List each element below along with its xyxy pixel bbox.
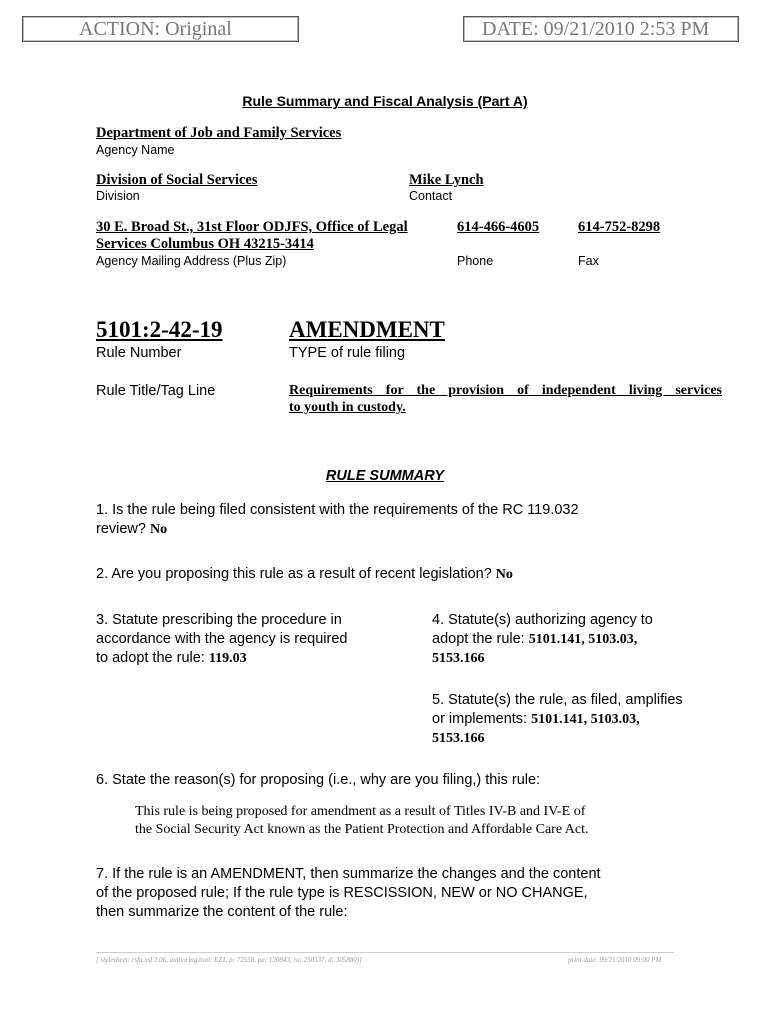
division-label: Division	[96, 189, 140, 203]
footer-rule	[96, 952, 674, 953]
question-4-line2: adopt the rule:	[432, 631, 525, 647]
action-box	[22, 16, 299, 42]
contact-value: Mike Lynch	[409, 172, 484, 188]
question-2-text: 2. Are you proposing this rule as a result of recent legislation?	[96, 566, 492, 582]
address-line2: Services Columbus OH 43215-3414	[96, 236, 314, 252]
question-5-answer-1: 5101.141, 5103.03,	[531, 712, 640, 727]
rule-title-line1: Requirements for the provision of independent living services	[289, 383, 722, 398]
rule-title-label: Rule Title/Tag Line	[96, 383, 216, 399]
rule-number-value: 5101:2-42-19	[96, 317, 223, 342]
agency-name-value: Department of Job and Family Services	[96, 125, 342, 141]
question-1-line2: review?	[96, 521, 146, 537]
fax-label: Fax	[578, 254, 599, 268]
question-4-answer-2: 5153.166	[432, 651, 485, 666]
question-1-line1: 1. Is the rule being filed consistent with the requirements of the RC 119.032	[96, 502, 579, 518]
agency-name-label: Agency Name	[96, 143, 175, 157]
question-4-line1: 4. Statute(s) authorizing agency to	[432, 612, 653, 628]
rule-number-label: Rule Number	[96, 345, 182, 361]
question-7-line1: 7. If the rule is an AMENDMENT, then summarize the changes and the content	[96, 866, 601, 882]
question-2	[96, 565, 696, 584]
footer-stylesheet-info: [ stylesheet: rsfa.xsl 2.06, authoring tool: EZ1, p: 72558, pa: 120843, ra: 250537, d: 305880)]	[96, 956, 362, 964]
question-5	[432, 691, 732, 748]
fax-value: 614-752-8298	[578, 219, 661, 235]
footer-print-date: print date: 09/21/2010 09:00 PM	[568, 956, 662, 964]
address-label: Agency Mailing Address (Plus Zip)	[96, 254, 287, 268]
question-5-answer-2: 5153.166	[432, 731, 485, 746]
question-4	[432, 611, 732, 668]
question-2-answer: No	[495, 567, 513, 582]
question-6-answer	[135, 803, 588, 839]
question-7-line3: then summarize the content of the rule:	[96, 904, 348, 920]
division-value: Division of Social Services	[96, 172, 258, 188]
question-7-line2: of the proposed rule; If the rule type is RESCISSION, NEW or NO CHANGE,	[96, 885, 588, 901]
phone-label: Phone	[457, 254, 494, 268]
date-box	[463, 16, 739, 42]
address-line1: 30 E. Broad St., 31st Floor ODJFS, Office of Legal	[96, 219, 408, 235]
question-6-answer-line1: This rule is being proposed for amendment as a result of Titles IV-B and IV-E of	[135, 804, 586, 819]
phone-value: 614-466-4605	[457, 219, 540, 235]
date-text: DATE: 09/21/2010 2:53 PM	[482, 18, 710, 40]
question-1-answer: No	[150, 522, 168, 537]
question-3-line2: accordance with the agency is required	[96, 631, 348, 647]
question-3	[96, 611, 396, 668]
question-6-answer-line2: the Social Security Act known as the Patient Protection and Affordable Care Act.	[135, 822, 589, 837]
question-3-line3: to adopt the rule:	[96, 650, 205, 666]
contact-label: Contact	[409, 189, 453, 203]
filing-type-value: AMENDMENT	[289, 317, 445, 342]
question-3-answer: 119.03	[208, 651, 247, 666]
action-text: ACTION: Original	[79, 18, 232, 40]
question-5-line1: 5. Statute(s) the rule, as filed, amplifies	[432, 692, 683, 708]
question-5-line2: or implements:	[432, 711, 528, 727]
filing-type-label: TYPE of rule filing	[289, 345, 406, 361]
page-title: Rule Summary and Fiscal Analysis (Part A)	[242, 93, 528, 109]
rule-summary-heading: RULE SUMMARY	[325, 468, 445, 484]
question-6-text: 6. State the reason(s) for proposing (i.e., why are you filing,) this rule:	[96, 772, 541, 788]
rule-title-line2: to youth in custody.	[289, 400, 406, 415]
question-3-line1: 3. Statute prescribing the procedure in	[96, 612, 342, 628]
question-4-answer-1: 5101.141, 5103.03,	[528, 632, 638, 647]
question-7	[96, 865, 716, 922]
question-1	[96, 501, 696, 539]
